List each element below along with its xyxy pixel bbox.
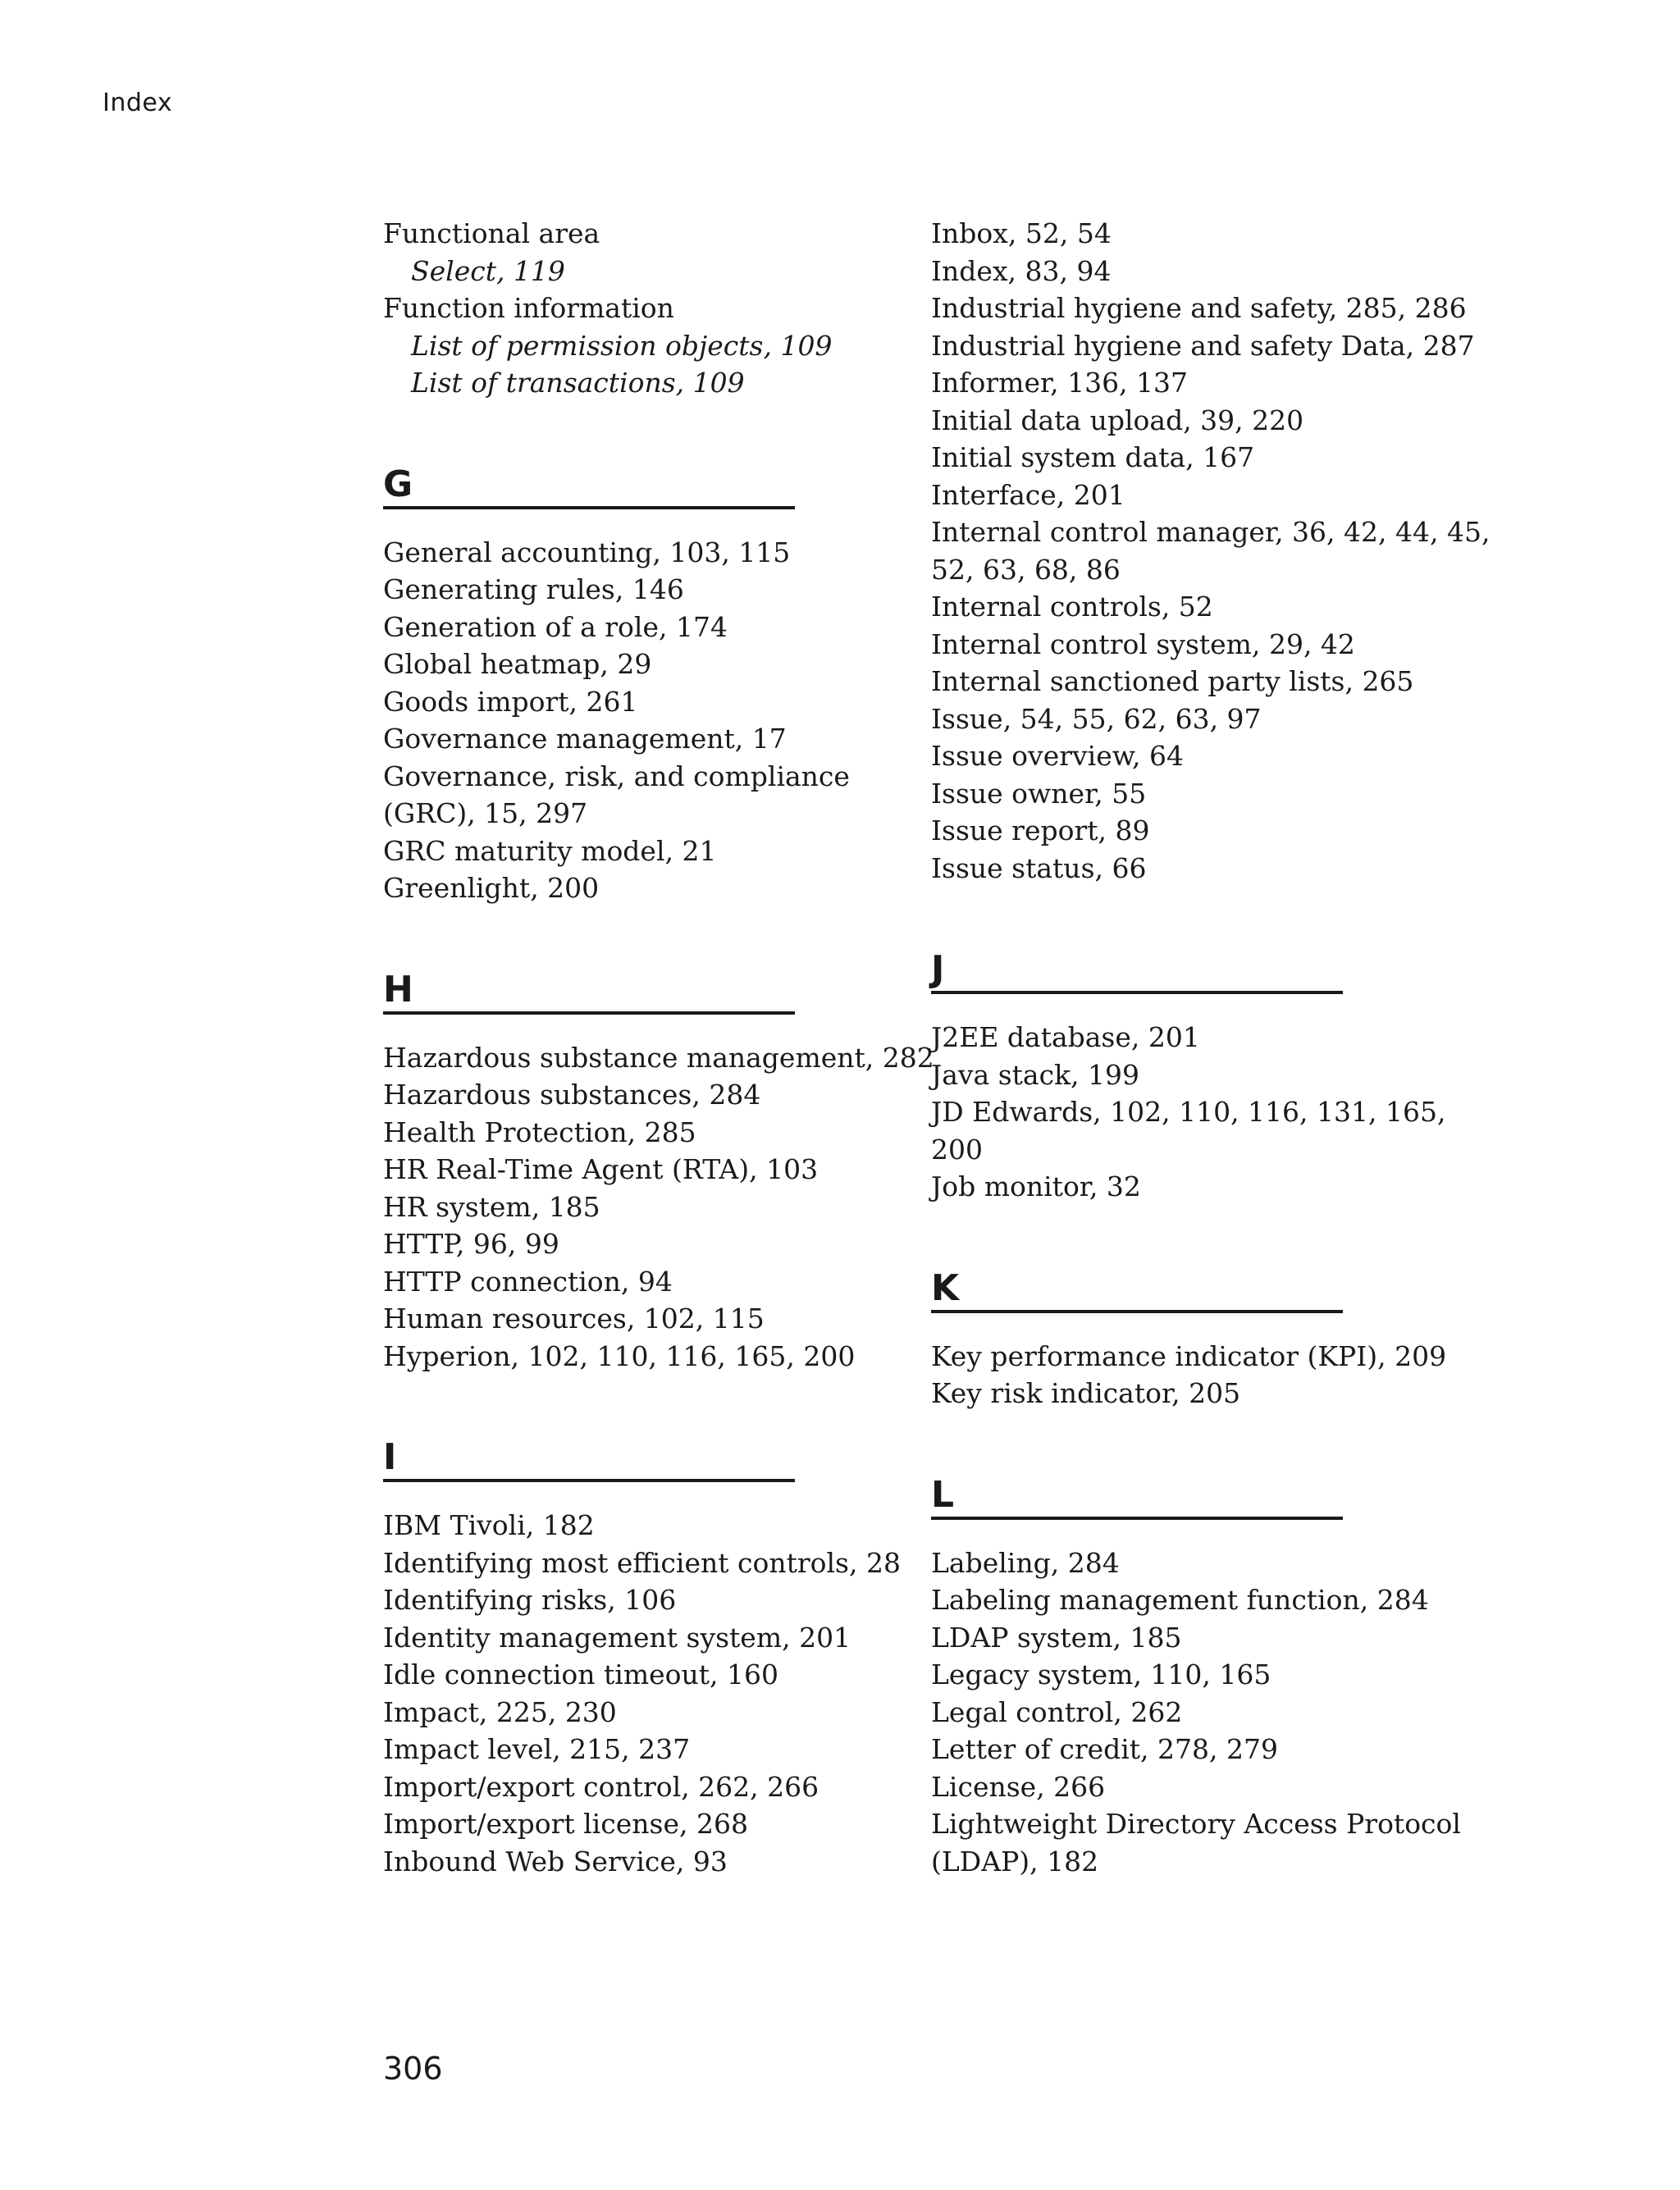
index-entry: HTTP, 96, 99 — [383, 1228, 559, 1260]
index-entry: Issue owner, 55 — [931, 777, 1147, 810]
index-entry: Identifying risks, 106 — [383, 1584, 677, 1616]
index-entry: Inbound Web Service, 93 — [383, 1845, 728, 1877]
section-letter: K — [931, 1266, 960, 1309]
index-entry: 52, 63, 68, 86 — [931, 553, 1121, 586]
section-h-entries — [383, 1039, 934, 1376]
index-entry: HR system, 185 — [383, 1190, 600, 1223]
index-entry: Generating rules, 146 — [383, 573, 684, 605]
section-k-entries — [931, 1338, 1456, 1412]
index-entry: Internal control system, 29, 42 — [931, 627, 1355, 660]
index-entry: HTTP connection, 94 — [383, 1265, 673, 1298]
index-entry: Internal control manager, 36, 42, 44, 45, — [931, 516, 1491, 548]
index-entry: Job monitor, 32 — [931, 1170, 1141, 1202]
section-rule — [383, 1479, 795, 1482]
index-entry: Initial data upload, 39, 220 — [931, 404, 1304, 436]
index-entry: Inbox, 52, 54 — [931, 217, 1112, 249]
index-entry: Function information — [383, 292, 674, 324]
index-entry: (GRC), 15, 297 — [383, 797, 588, 829]
section-letter: G — [383, 463, 413, 505]
section-heading-j — [931, 948, 1343, 994]
index-entry: GRC maturity model, 21 — [383, 834, 717, 867]
section-rule — [931, 1310, 1343, 1313]
index-entry: Internal controls, 52 — [931, 591, 1213, 623]
index-entry: Idle connection timeout, 160 — [383, 1658, 779, 1690]
intro-entries — [383, 215, 908, 402]
section-j-entries — [931, 1019, 1456, 1206]
index-entry: JD Edwards, 102, 110, 116, 131, 165, — [931, 1096, 1446, 1128]
index-entry: Industrial hygiene and safety Data, 287 — [931, 329, 1475, 362]
index-entry: License, 266 — [931, 1770, 1106, 1803]
section-rule — [383, 506, 795, 509]
index-entry: General accounting, 103, 115 — [383, 536, 791, 568]
index-entry: Lightweight Directory Access Protocol — [931, 1808, 1461, 1840]
section-letter: L — [931, 1473, 955, 1516]
index-entry: Labeling, 284 — [931, 1546, 1120, 1579]
index-entry: Industrial hygiene and safety, 285, 286 — [931, 292, 1467, 324]
section-g-entries — [383, 534, 908, 907]
index-entry: Informer, 136, 137 — [931, 367, 1189, 399]
section-heading-i — [383, 1436, 795, 1482]
index-entry: LDAP system, 185 — [931, 1621, 1182, 1654]
index-entry: (LDAP), 182 — [931, 1845, 1099, 1877]
index-entry: HR Real-Time Agent (RTA), 103 — [383, 1153, 819, 1185]
index-entry: Java stack, 199 — [931, 1058, 1140, 1091]
section-heading-l — [931, 1474, 1343, 1520]
index-entry: Key risk indicator, 205 — [931, 1377, 1241, 1409]
running-head: Index — [103, 89, 173, 117]
index-subentry: Select, 119 — [411, 254, 565, 287]
index-entry: 200 — [931, 1133, 983, 1166]
section-i-entries — [383, 1507, 908, 1880]
index-entry: Letter of credit, 278, 279 — [931, 1733, 1278, 1765]
index-entry: Issue, 54, 55, 62, 63, 97 — [931, 702, 1262, 735]
index-subentry: List of permission objects, 109 — [411, 329, 833, 362]
index-column-right — [931, 215, 1491, 1880]
page-number: 306 — [383, 2051, 443, 2087]
index-entry: Hazardous substances, 284 — [383, 1079, 761, 1111]
index-entry: Impact, 225, 230 — [383, 1695, 617, 1728]
index-entry: Identifying most efficient controls, 28 — [383, 1546, 901, 1579]
index-entry: Issue overview, 64 — [931, 740, 1185, 772]
index-subentry: List of transactions, 109 — [411, 367, 745, 399]
section-letter: J — [931, 948, 945, 990]
index-column-left — [383, 215, 934, 1880]
index-entry: Hyperion, 102, 110, 116, 165, 200 — [383, 1339, 856, 1372]
index-entry: J2EE database, 201 — [931, 1021, 1200, 1053]
index-entry: Impact level, 215, 237 — [383, 1733, 691, 1765]
index-entry: Global heatmap, 29 — [383, 648, 652, 680]
section-rule — [931, 991, 1343, 994]
index-entry: Interface, 201 — [931, 478, 1125, 511]
index-entry: Key performance indicator (KPI), 209 — [931, 1339, 1447, 1372]
section-heading-h — [383, 969, 795, 1015]
section-heading-k — [931, 1267, 1343, 1313]
section-letter: I — [383, 1436, 397, 1478]
section-i-continued-entries — [931, 215, 1491, 887]
index-entry: Issue report, 89 — [931, 814, 1150, 846]
section-letter: H — [383, 968, 413, 1011]
index-entry: IBM Tivoli, 182 — [383, 1509, 595, 1541]
index-entry: Initial system data, 167 — [931, 441, 1255, 473]
section-rule — [931, 1517, 1343, 1520]
index-entry: Identity management system, 201 — [383, 1621, 851, 1654]
index-entry: Human resources, 102, 115 — [383, 1303, 765, 1335]
index-entry: Health Protection, 285 — [383, 1116, 696, 1148]
index-entry: Hazardous substance management, 282 — [383, 1041, 934, 1074]
index-entry: Index, 83, 94 — [931, 254, 1112, 287]
index-entry: Greenlight, 200 — [383, 872, 600, 904]
index-entry: Internal sanctioned party lists, 265 — [931, 665, 1414, 697]
index-entry: Issue status, 66 — [931, 851, 1147, 884]
index-entry: Legacy system, 110, 165 — [931, 1658, 1271, 1690]
index-entry: Governance management, 17 — [383, 723, 787, 755]
index-entry: Goods import, 261 — [383, 685, 638, 718]
section-l-entries — [931, 1544, 1461, 1881]
index-entry: Functional area — [383, 217, 600, 249]
index-entry: Legal control, 262 — [931, 1695, 1183, 1728]
index-entry: Import/export license, 268 — [383, 1808, 748, 1840]
section-rule — [383, 1011, 795, 1015]
index-entry: Generation of a role, 174 — [383, 610, 728, 643]
index-entry: Import/export control, 262, 266 — [383, 1770, 819, 1803]
index-entry: Governance, risk, and compliance — [383, 760, 850, 792]
section-heading-g — [383, 463, 795, 509]
index-entry: Labeling management function, 284 — [931, 1584, 1429, 1616]
